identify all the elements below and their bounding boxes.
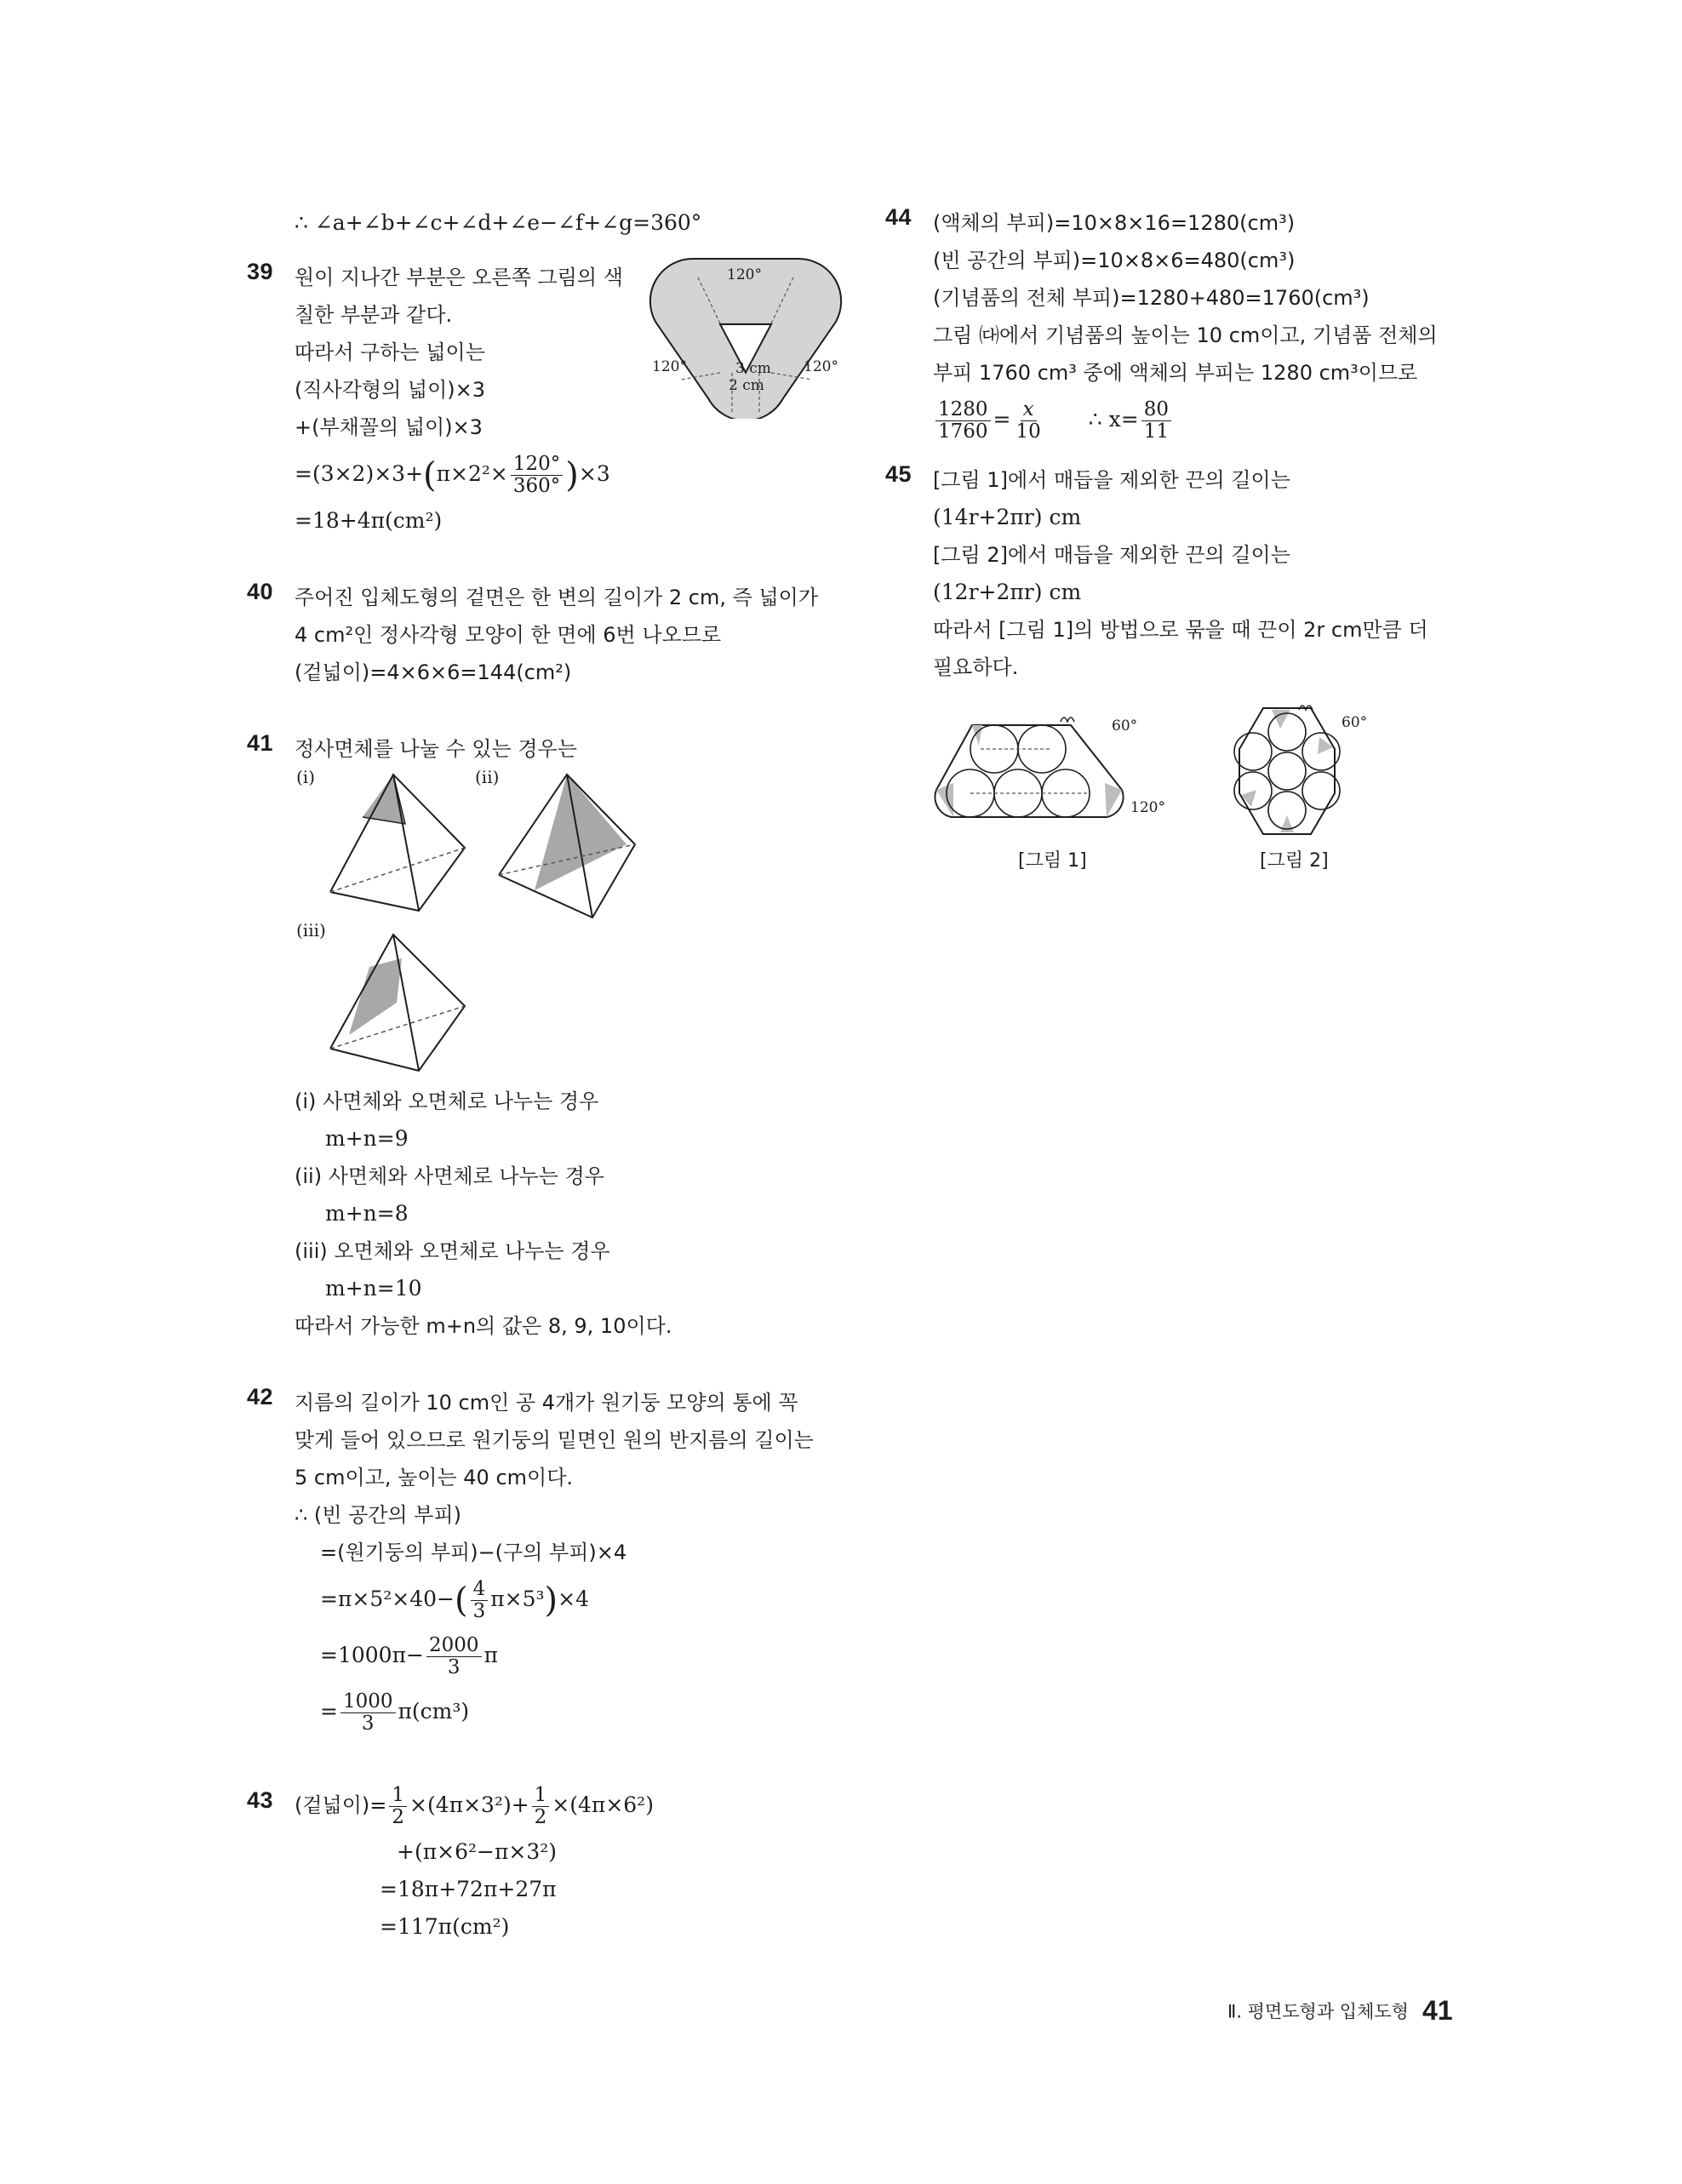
angle-label: 60° [1112,718,1138,735]
fraction [1141,399,1171,443]
angle-label: 120° [727,266,762,283]
case-line: m+n=8 [325,1201,409,1226]
fraction [389,1785,407,1829]
tetra-ii [499,775,635,918]
fraction [471,1579,489,1623]
tetra-iii [330,935,465,1071]
figure-label: (iii) [296,920,326,940]
page-footer [1227,1995,1457,2029]
denominator: 11 [1143,420,1169,443]
text-line: 맞게 들어 있으므로 원기둥의 밑면인 원의 반지름의 길이는 [295,1428,814,1452]
text-line: 원이 지나간 부분은 오른쪽 그림의 색 [295,266,623,289]
equation-line [933,392,1464,448]
numerator: 1000 [340,1691,396,1713]
equation-line [295,1777,860,1833]
problem-41 [247,730,860,1345]
eq-part: = [320,1699,338,1724]
edge [393,935,419,1071]
text-line: (기념품의 전체 부피)=1280+480=1760(cm³) [933,286,1370,310]
eq-part: = [993,407,1011,432]
equation-line: =117π(cm²) [380,1914,510,1939]
equation-line [295,1571,860,1627]
case-line: (i) 사면체와 오면체로 나누는 경우 [295,1089,599,1113]
shaded-face [535,775,626,890]
figure-2-caption: [그림 2] [1260,850,1329,872]
eq-part: ×(4π×6²) [552,1792,654,1817]
eq-part: π×2²× [436,461,508,486]
eq-part: ×3 [578,461,610,486]
denominator: 1760 [938,420,988,443]
equation-line: =18π+72π+27π [380,1877,557,1901]
text-line: (12r+2πr) cm [933,580,1082,604]
text-line: 필요하다. [933,655,1019,679]
numerator: 1 [389,1785,407,1807]
text-line: 지름의 길이가 10 cm인 공 4개가 원기둥 모양의 통에 꼭 [295,1391,798,1415]
text-line: ∴ (빈 공간의 부피) [295,1503,461,1527]
denominator: 10 [1015,420,1041,443]
angle-label: 120° [1130,799,1165,816]
angle-label: 60° [1342,714,1368,731]
tetrahedron-figures [295,768,703,1083]
paren: ) [544,1581,558,1621]
denominator: 360° [512,475,561,497]
text-line: 부피 1760 cm³ 중에 액체의 부피는 1280 cm³이므로 [933,361,1418,385]
problem-number: 42 [247,1384,274,1409]
numerator: 120° [511,454,563,476]
case-line: (iii) 오면체와 오면체로 나누는 경우 [295,1239,610,1263]
text-line: (겉넓이)=4×6×6=144(cm²) [295,660,572,684]
problem-45 [885,461,1464,899]
knot [1061,718,1074,722]
fraction [1014,399,1044,443]
numerator: 80 [1141,399,1171,421]
left-column [247,204,860,1971]
shaded-face [349,958,402,1035]
figure-1-circles [933,703,1188,839]
rounded-triangle-figure [647,252,851,419]
text-line: =(원기둥의 부피)−(구의 부피)×4 [320,1541,627,1564]
equation-line [295,1627,860,1684]
fraction [935,399,991,443]
paren: ) [565,455,579,495]
section-title: Ⅱ. 평면도형과 입체도형 [1227,2001,1409,2022]
paren: ( [454,1581,468,1621]
problem-number: 43 [247,1787,274,1813]
fraction [340,1691,396,1735]
angle-label: 120° [652,358,687,375]
problem-number: 45 [885,461,913,487]
equation-line [295,1684,860,1740]
text-line: (14r+2πr) cm [933,505,1082,529]
page-number: 41 [1422,1995,1453,2026]
denominator: 3 [447,1656,461,1678]
text-line: [그림 1]에서 매듭을 제외한 끈의 길이는 [933,468,1290,492]
text-line: (빈 공간의 부피)=10×8×6=480(cm³) [933,249,1296,272]
numerator: 1 [532,1785,550,1807]
figure-label: (i) [296,768,316,787]
text-line: (직사각형의 넓이)×3 [295,378,486,402]
case-line: (ii) 사면체와 사면체로 나누는 경우 [295,1164,604,1188]
problem-40 [247,579,860,691]
equation-line [295,446,860,502]
eq-part: ×(4π×3²)+ [409,1792,529,1817]
text-line: [그림 2]에서 매듭을 제외한 끈의 길이는 [933,543,1290,567]
case-line: m+n=9 [325,1126,409,1151]
text-line: 4 cm²인 정사각형 모양이 한 면에 6번 나오므로 [295,623,722,647]
problem-42 [247,1384,860,1740]
fraction [532,1785,550,1829]
eq-part: ∴ x= [1088,407,1139,432]
text-line: 5 cm이고, 높이는 40 cm이다. [295,1466,574,1489]
paren: ( [423,455,437,495]
figure-area [933,703,1478,899]
text-line: 따라서 구하는 넓이는 [295,340,485,364]
equation-line: =18+4π(cm²) [295,508,443,533]
eq-part: ×4 [558,1587,589,1611]
right-column [885,204,1464,924]
eq-part: π(cm³) [398,1699,470,1724]
header-line: ∴ ∠a+∠b+∠c+∠d+∠e−∠f+∠g=360° [295,210,702,235]
numerator: 1280 [935,399,991,421]
numerator: x [1021,399,1037,421]
text-line: 주어진 입체도형의 겉면은 한 변의 길이가 2 cm, 즉 넓이가 [295,586,818,609]
fraction [426,1635,482,1679]
figure-2-circles [1217,703,1387,839]
problem-44 [885,204,1464,448]
fraction [511,454,563,498]
text-line: 따라서 [그림 1]의 방법으로 묶을 때 끈이 2r cm만큼 더 [933,618,1428,642]
conclusion-line: 따라서 가능한 m+n의 값은 8, 9, 10이다. [295,1314,672,1338]
text-line: 칠한 부분과 같다. [295,303,453,327]
problem-number: 39 [247,259,274,284]
eq-part: =(3×2)×3+ [295,461,424,486]
angle-label: 120° [804,358,838,375]
figure-1-caption: [그림 1] [1018,850,1087,872]
problem-number: 41 [247,730,274,756]
case-line: m+n=10 [325,1276,422,1301]
text-line: 그림 ㈐에서 기념품의 높이는 10 cm이고, 기념품 전체의 [933,323,1438,347]
eq-part: =π×5²×40− [320,1587,455,1611]
problem-number: 40 [247,579,274,604]
problem-number: 44 [885,204,913,230]
denominator: 2 [392,1806,405,1828]
text-line: +(부채꼴의 넓이)×3 [295,415,483,439]
eq-part: (겉넓이)= [295,1793,387,1817]
denominator: 2 [534,1806,547,1828]
length-label: 2 cm [729,377,764,394]
eq-part: =1000π− [320,1643,424,1667]
equation-line: +(π×6²−π×3²) [397,1839,558,1864]
eq-part: π×5³ [490,1587,545,1611]
hexagon-band [1239,708,1335,834]
text-line: (액체의 부피)=10×8×16=1280(cm³) [933,211,1296,235]
problem-39 [247,259,860,540]
numerator: 2000 [426,1635,482,1657]
length-label: 3 cm [735,360,771,377]
tetra-i [330,775,465,911]
figure-label: (ii) [475,768,500,787]
denominator: 3 [472,1600,486,1622]
problem-43 [247,1777,860,1946]
eq-part: π [483,1643,498,1667]
text-line: 정사면체를 나눌 수 있는 경우는 [295,737,577,761]
numerator: 4 [471,1579,489,1601]
edge [393,775,419,911]
denominator: 3 [361,1712,375,1735]
